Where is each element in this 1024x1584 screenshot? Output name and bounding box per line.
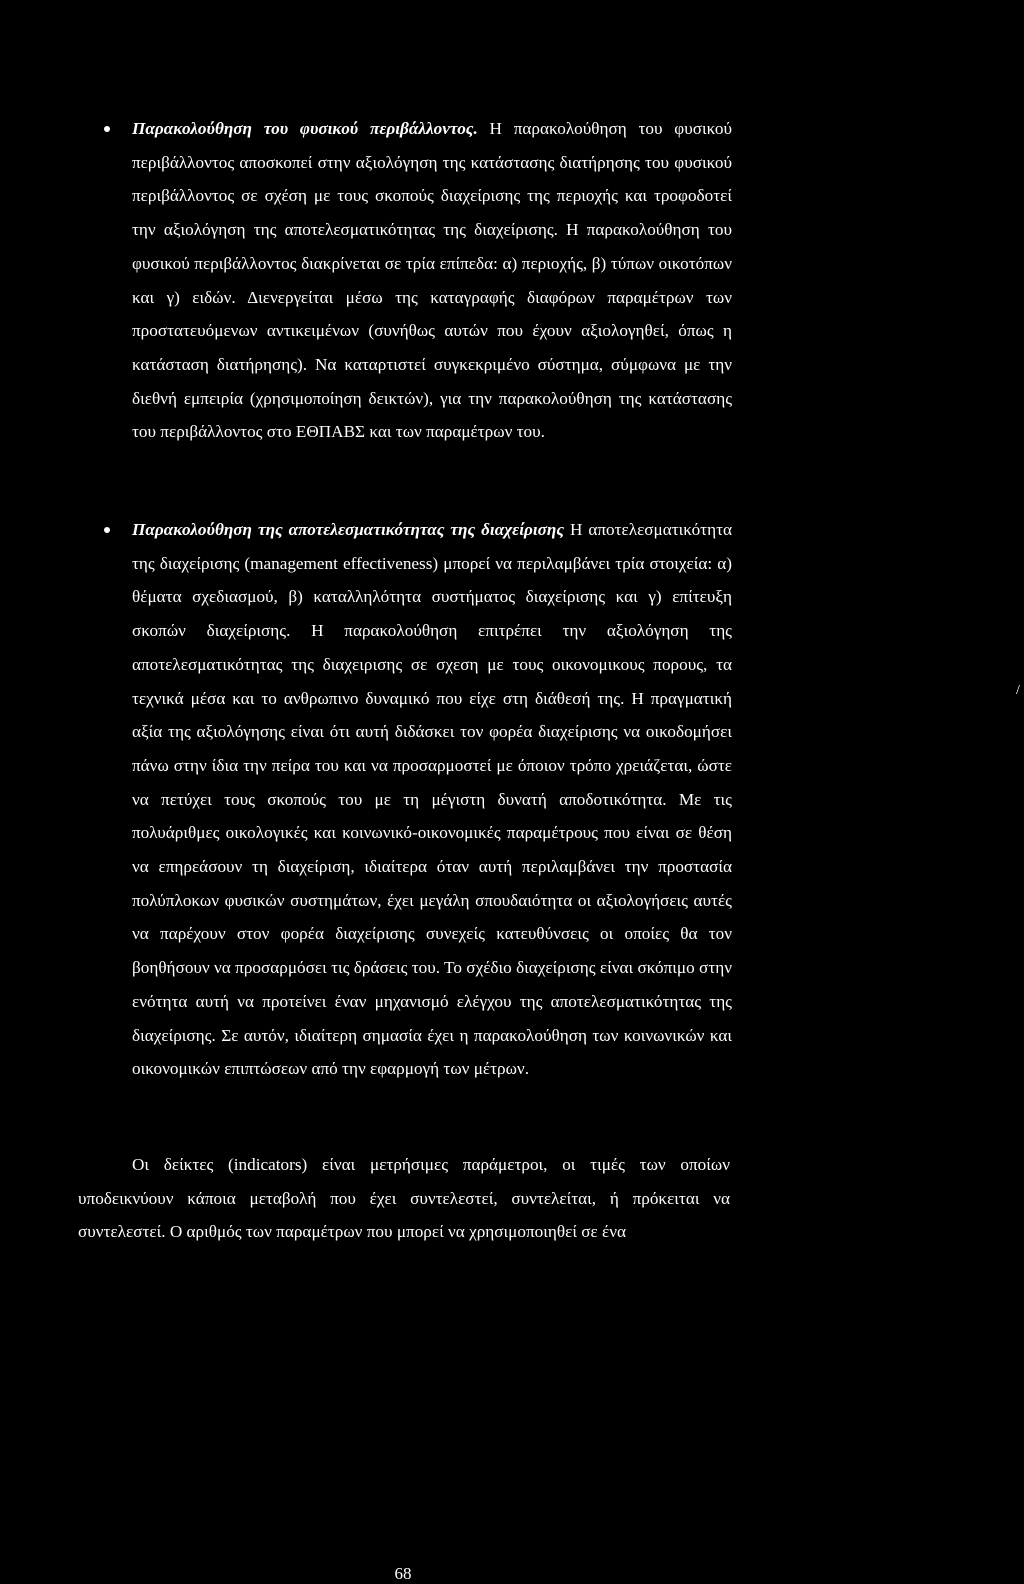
bullet-natural-environment-monitoring: [132, 112, 732, 449]
bullet-heading: Παρακολούθηση της αποτελεσματικότητας της διαχείρισης: [132, 520, 570, 539]
bullet-dot: [104, 126, 110, 132]
bullet-text: Η παρακολούθηση του φυσικού περιβάλλοντος αποσκοπεί στην αξιολόγηση της κατάστασης διατήρησης του φυσικού περιβάλλοντος σε σχέση με τους σκοπούς διαχείρισης της περιοχής και τροφοδοτεί την αξιολόγηση της αποτελεσματικότητας της διαχείρισης. Η παρακολούθηση του φυσικού περιβάλλοντος διακρίνεται σε τρία επίπεδα: α) περιοχής, β) τύπων οικοτόπων και γ) ειδών. Διενεργείται μέσω της καταγραφής διαφόρων παραμέτρων των προστατευόμενων αντικειμένων (συνήθως αυτών που έχουν αξιολογηθεί, όπως η κατάσταση διατήρησης). Να καταρτιστεί συγκεκριμένο σύστημα, σύμφωνα με την διεθνή εμπειρία (χρησιμοποίηση δεικτών), για την παρακολούθηση της κατάστασης του περιβάλλοντος στο ΕΘΠΑΒΣ και των παραμέτρων του.: [132, 119, 732, 442]
bullet-management-effectiveness-monitoring: [132, 513, 732, 1086]
indicators-paragraph: Οι δείκτες (indicators) είναι μετρήσιμες παράμετροι, οι τιμές των οποίων υποδεικνύουν κάποια μεταβολή που έχει συντελεστεί, συντελείται, ή πρόκειται να συντελεστεί. Ο αριθμός των παραμέτρων που μπορεί να χρησιμοποιηθεί σε ένα: [78, 1155, 730, 1242]
bullet-heading: Παρακολούθηση του φυσικού περιβάλλοντος.: [132, 119, 490, 138]
edge-mark: /: [1016, 683, 1020, 698]
page-number: 68: [394, 1564, 412, 1583]
bullet-dot: [104, 527, 110, 533]
bullet-text: Η αποτελεσματικότητα της διαχείρισης (management effectiveness) μπορεί να περιλαμβάνει τρία στοιχεία: α) θέματα σχεδιασμού, β) καταλληλότητα συστήματος διαχείρισης και γ) επίτευξη σκοπών διαχείρισης. Η παρακολούθηση επιτρέπει την αξιολόγηση της αποτελεσματικότητας της διαχειρισης σε σχεση με τους οικονομικους πορους, τα τεχνικά μέσα και το ανθρωπινο δυναμικό που είχε στη διάθεσή της. Η πραγματική αξία της αξιολόγησης είναι ότι αυτή διδάσκει τον φορέα διαχείρισης να οικοδομήσει πάνω στην ίδια την πείρα του και να προσαρμοστεί με όποιον τρόπο χρειάζεται, ώστε να πετύχει τους σκοπούς του με τη μέγιστη δυνατή αποδοτικότητα. Με τις πολυάριθμες οικολογικές και κοινωνικό-οικονομικές παραμέτρους που είναι σε θέση να επηρεάσουν τη διαχείριση, ιδιαίτερα όταν αυτή περιλαμβάνει την προστασία πολύπλοκων φυσικών συστημάτων, έχει μεγάλη σπουδαιότητα οι αξιολογήσεις αυτές να παρέχουν στον φορέα διαχείρισης συνεχείς κατευθύνσεις οι οποίες θα τον βοηθήσουν να προσαρμόσει τις δράσεις του. Το σχέδιο διαχείρισης είναι σκόπιμο στην ενότητα αυτή να προτείνει έναν μηχανισμό ελέγχου της αποτελεσματικότητας της διαχείρισης. Σε αυτόν, ιδιαίτερη σημασία έχει η παρακολούθηση των κοινωνικών και οικονομικών επιπτώσεων από την εφαρμογή των μέτρων.: [132, 520, 732, 1079]
